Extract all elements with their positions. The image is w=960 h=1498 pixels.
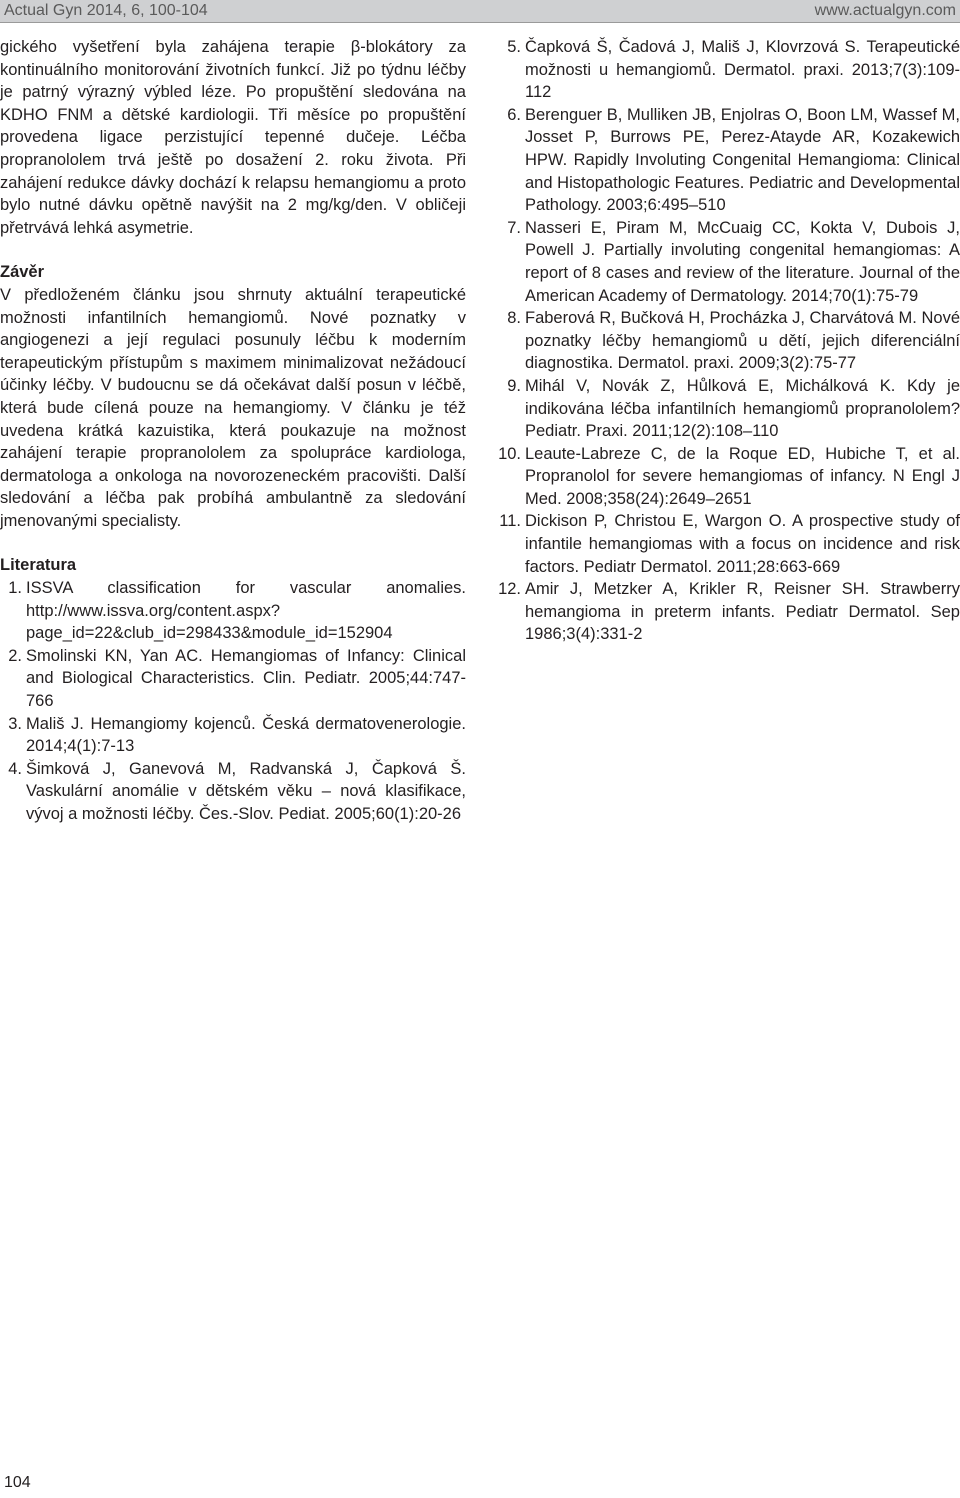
reference-item xyxy=(497,104,960,217)
reference-item xyxy=(497,578,960,646)
conclusion-paragraph: V předloženém článku jsou shrnuty aktuální terapeutické možnosti infantilních hemangiomů. Nové poznatky v angiogenezi a její regulaci posunuly léčbu k moderním terapeutickým přístupům s maximem minimalizovat nežádoucí účinky léčby. V budoucnu se dá očekávat další posun v léčbě, která bude cílená pouze na hemangiomy. V článku je též uvedena krátká kazuistika, která poukazuje na možnost zahájení terapie propranololem za spolupráce kardiologa, dermatologa a onkologa na novorozeneckém pracovišti. Další sledování a léčba pak probíhá ambulantně za sledování jmenovanými specialisty. xyxy=(0,285,466,530)
journal-website[interactable]: www.actualgyn.com xyxy=(814,2,956,19)
reference-item xyxy=(497,307,960,375)
reference-text: Leaute-Labreze C, de la Roque ED, Hubiche T, et al. Propranolol for severe hemangiomas of infancy. N Engl J Med. 2008;358(24):2649–2651 xyxy=(525,444,960,508)
journal-citation: Actual Gyn 2014, 6, 100-104 xyxy=(4,2,208,19)
reference-item xyxy=(497,375,960,443)
reference-text: Nasseri E, Piram M, McCuaig CC, Kokta V, Dubois J, Powell J. Partially involuting congenital hemangiomas: A report of 8 cases and review of the literature. Journal of the American Academy of Dermatology. 2014;70(1):75-79 xyxy=(525,218,960,305)
reference-number: 8. xyxy=(507,309,521,328)
reference-number: 11. xyxy=(499,512,521,531)
reference-item xyxy=(497,217,960,307)
reference-list-right xyxy=(497,36,960,646)
reference-number: 4. xyxy=(8,759,22,778)
reference-item xyxy=(497,443,960,511)
reference-item xyxy=(0,577,466,645)
reference-text: Mališ J. Hemangiomy kojenců. Česká dermatovenerologie. 2014;4(1):7-13 xyxy=(26,714,466,756)
reference-number: 9. xyxy=(507,376,521,395)
left-column xyxy=(0,36,466,826)
reference-item xyxy=(0,758,466,826)
reference-text: Mihál V, Novák Z, Hůlková E, Michálková K. Kdy je indikována léčba infantilních hemangiomů propranololem? Pediatr. Praxi. 2011;12(2):108–110 xyxy=(525,376,960,441)
reference-item xyxy=(0,645,466,713)
reference-number: 1. xyxy=(8,579,22,598)
reference-item xyxy=(0,713,466,758)
reference-text: Faberová R, Bučková H, Procházka J, Charvátová M. Nové poznatky léčby hemangiomů u dětí, jejich diferenciální diagnostika. Dermatol. praxi. 2009;3(2):75-77 xyxy=(525,309,960,373)
reference-item xyxy=(497,36,960,104)
reference-item xyxy=(497,510,960,578)
reference-number: 12. xyxy=(498,580,521,599)
reference-number: 6. xyxy=(507,105,521,124)
reference-text: Dickison P, Christou E, Wargon O. A prospective study of infantile hemangiomas with a focus on incidence and risk factors. Pediatr Dermatol. 2011;28:663-669 xyxy=(525,512,960,576)
reference-number: 10. xyxy=(498,444,521,463)
literature-heading: Literatura xyxy=(0,556,77,575)
reference-text: Amir J, Metzker A, Krikler R, Reisner SH. Strawberry hemangioma in preterm infants. Pediatr Dermatol. Sep 1986;3(4):331-2 xyxy=(525,580,960,644)
reference-text: ISSVA classification for vascular anomalies. http://www.issva.org/content.aspx?page_id=22&club_id=298433&module_id=152904 xyxy=(26,579,466,643)
reference-number: 5. xyxy=(507,38,521,56)
reference-number: 7. xyxy=(507,218,521,237)
reference-list-left xyxy=(0,577,466,826)
reference-number: 2. xyxy=(8,646,22,665)
right-column xyxy=(497,36,960,646)
case-report-paragraph: gického vyšetření byla zahájena terapie β-blokátory za kontinuálního monitorování životních funkcí. Již po týdnu léčby je patrný výrazný výbled léze. Po propuštění sledována na KDHO FNM a dětské kardiologii. Tři měsíce po propuštění provedena ligace perzistující tepenné dučeje. Léčba propranololem trvá ještě po dosažení 2. roku života. Při zahájení redukce dávky dochází k relapsu hemangiomu a proto bylo nutné dávku opětně navýšit na 2 mg/kg/den. V obličeji přetrvává lehká asymetrie. xyxy=(0,38,466,237)
reference-text: Berenguer B, Mulliken JB, Enjolras O, Boon LM, Wassef M, Josset P, Burrows PE, Perez-Atayde AR, Kozakewich HPW. Rapidly Involuting Congenital Hemangioma: Clinical and Histopathologic Features. Pediatric and Developmental Pathology. 2003;6:495–510 xyxy=(525,105,960,215)
reference-text: Smolinski KN, Yan AC. Hemangiomas of Infancy: Clinical and Biological Characteristics. Clin. Pediatr. 2005;44:747-766 xyxy=(26,646,466,711)
conclusion-heading: Závěr xyxy=(0,263,45,282)
running-header xyxy=(0,0,960,23)
reference-number: 3. xyxy=(8,714,22,733)
page-number: 104 xyxy=(4,1474,31,1491)
reference-text: Čapková Š, Čadová J, Mališ J, Klovrzová S. Terapeutické možnosti u hemangiomů. Dermatol. praxi. 2013;7(3):109-112 xyxy=(525,38,960,102)
reference-text: Šimková J, Ganevová M, Radvanská J, Čapková Š. Vaskulární anomálie v dětském věku – nová klasifikace, vývoj a možnosti léčby. Čes.-Slov. Pediat. 2005;60(1):20-26 xyxy=(26,759,466,823)
